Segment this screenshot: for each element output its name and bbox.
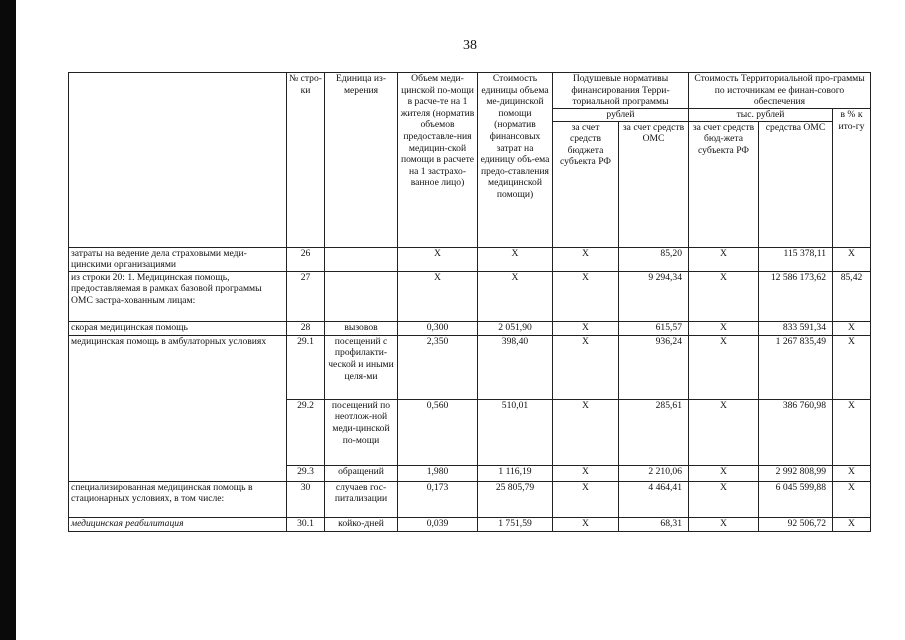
row-no: 26 [287,247,325,271]
row-unit [325,247,398,271]
row-tc-budget: X [689,465,759,481]
row-tc-oms: 12 586 173,62 [759,271,833,321]
header-volume: Объем меди-цинской по-мощи в расче-те на 1 жителя (норматив объемов предоставле-ния медицин-ской помощи в расчете на 1 застрахо-ванное лицо) [398,73,478,248]
row-pct: X [833,321,871,335]
row-tc-oms: 386 760,98 [759,399,833,465]
header-unit-rub: рублей [553,109,689,122]
row-tc-oms: 115 378,11 [759,247,833,271]
row-volume: X [398,271,478,321]
row-pc-oms: 2 210,06 [619,465,689,481]
row-name: затраты на ведение дела страховыми меди-цинскими организациями [69,247,287,271]
header-row-1 [69,73,871,109]
row-cost: 25 805,79 [478,481,553,517]
row-pc-oms: 936,24 [619,335,689,399]
row-pc-budget: X [553,517,619,531]
row-unit: посещений по неотлож-ной меди-цинской по-мощи [325,399,398,465]
header-percent: в % к ито-гу [833,109,871,248]
row-pc-oms: 4 464,41 [619,481,689,517]
row-name: скорая медицинская помощь [69,321,287,335]
row-cost: X [478,271,553,321]
page-number: 38 [463,38,477,53]
row-cost: 1 751,59 [478,517,553,531]
row-cost: 398,40 [478,335,553,399]
row-unit: посещений с профилакти-ческой и иными целя-ми [325,335,398,399]
row-cost: 2 051,90 [478,321,553,335]
row-no: 29.1 [287,335,325,399]
row-no: 27 [287,271,325,321]
row-unit: вызовов [325,321,398,335]
row-no: 29.2 [287,399,325,465]
row-unit [325,271,398,321]
row-pc-budget: X [553,399,619,465]
table-row [69,517,871,531]
row-tc-oms: 6 045 599,88 [759,481,833,517]
row-tc-oms: 2 992 808,99 [759,465,833,481]
row-no: 28 [287,321,325,335]
row-tc-oms: 1 267 835,49 [759,335,833,399]
row-tc-oms: 833 591,34 [759,321,833,335]
row-no: 30 [287,481,325,517]
row-pct: X [833,335,871,399]
row-pc-oms: 285,61 [619,399,689,465]
table-row [69,271,871,321]
scan-edge-bar [0,0,16,640]
row-tc-budget: X [689,481,759,517]
row-pc-budget: X [553,481,619,517]
header-budget-rf-2: за счет средств бюд-жета субъекта РФ [689,121,759,247]
row-tc-budget: X [689,335,759,399]
row-no: 30.1 [287,517,325,531]
table-row [69,247,871,271]
row-volume: 0,300 [398,321,478,335]
row-pct: X [833,247,871,271]
row-tc-budget: X [689,517,759,531]
row-pc-budget: X [553,465,619,481]
row-no: 29.3 [287,465,325,481]
financing-table [68,72,871,532]
row-pc-budget: X [553,247,619,271]
header-oms: за счет средств ОМС [619,121,689,247]
row-unit: койко-дней [325,517,398,531]
row-cost: 510,01 [478,399,553,465]
row-pc-budget: X [553,335,619,399]
row-pct: X [833,465,871,481]
row-name: медицинская реабилитация [69,517,287,531]
header-oms-funds: средства ОМС [759,121,833,247]
row-pct: 85,42 [833,271,871,321]
header-row-no: № стро-ки [287,73,325,248]
row-pct: X [833,481,871,517]
header-unit: Единица из-мерения [325,73,398,248]
row-name: из строки 20: 1. Медицинская помощь, предоставляемая в рамках базовой программы ОМС застра-хованным лицам: [69,271,287,321]
header-cost: Стоимость единицы объема ме-дицинской помощи (норматив финансовых затрат на единицу объ-ема предо-ставления медицинской помощи) [478,73,553,248]
header-budget-rf: за счет средств бюджета субъекта РФ [553,121,619,247]
header-unit-thousand-rub: тыс. рублей [689,109,833,122]
row-unit: случаев гос-питализации [325,481,398,517]
row-volume: 1,980 [398,465,478,481]
header-name-cell [69,73,287,248]
row-pc-oms: 85,20 [619,247,689,271]
row-tc-budget: X [689,321,759,335]
row-pc-budget: X [553,271,619,321]
table-row [69,335,871,399]
row-name: медицинская помощь в амбулаторных условиях [69,335,287,481]
row-name: специализированная медицинская помощь в стационарных условиях, в том числе: [69,481,287,517]
row-pc-oms: 68,31 [619,517,689,531]
row-volume: 2,350 [398,335,478,399]
row-pct: X [833,399,871,465]
row-tc-budget: X [689,399,759,465]
row-pc-oms: 615,57 [619,321,689,335]
row-pct: X [833,517,871,531]
row-volume: 0,039 [398,517,478,531]
row-pc-oms: 9 294,34 [619,271,689,321]
header-per-capita-group: Подушевые нормативы финансирования Терри-ториальной программы [553,73,689,109]
row-pc-budget: X [553,321,619,335]
row-cost: 1 116,19 [478,465,553,481]
header-total-cost-group: Стоимость Территориальной про-граммы по источникам ее финан-сового обеспечения [689,73,871,109]
row-volume: X [398,247,478,271]
row-cost: X [478,247,553,271]
row-volume: 0,560 [398,399,478,465]
row-unit: обращений [325,465,398,481]
row-tc-oms: 92 506,72 [759,517,833,531]
row-tc-budget: X [689,271,759,321]
table-row [69,481,871,517]
row-tc-budget: X [689,247,759,271]
row-volume: 0,173 [398,481,478,517]
table-row [69,321,871,335]
